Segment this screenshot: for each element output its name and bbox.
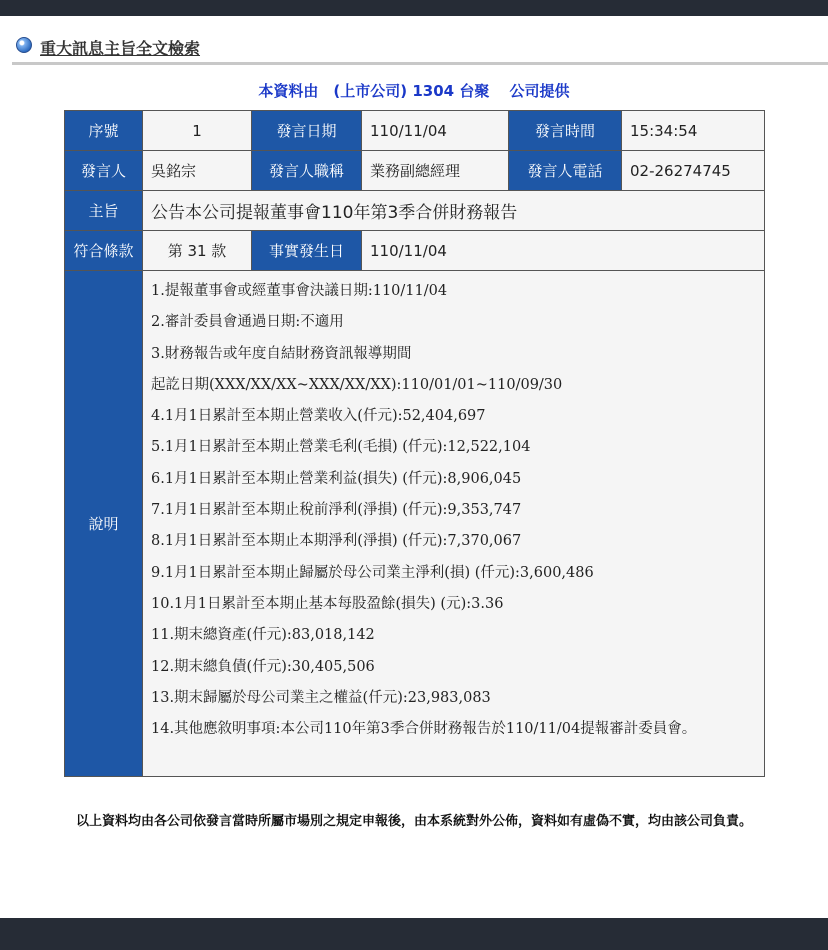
description-label: 說明 [65, 271, 143, 777]
description-line: 11.期末總資產(仟元):83,018,142 [151, 627, 375, 644]
description-line: 8.1月1日累計至本期止本期淨利(淨損) (仟元):7,370,067 [151, 533, 522, 550]
globe-icon [16, 37, 32, 53]
phone-value: 02-26274745 [622, 151, 765, 191]
description-line: 3.財務報告或年度自結財務資訊報導期間 [151, 345, 412, 362]
fact-date-label: 事實發生日 [252, 231, 362, 271]
subject-label: 主旨 [65, 191, 143, 231]
description-line: 6.1月1日累計至本期止營業利益(損失) (仟元):8,906,045 [151, 470, 522, 487]
fact-date-value: 110/11/04 [362, 231, 765, 271]
description-line: 4.1月1日累計至本期止營業收入(仟元):52,404,697 [151, 408, 486, 425]
description-value [143, 271, 765, 777]
description-line: 2.審計委員會通過日期:不適用 [151, 314, 344, 331]
date-label: 發言日期 [252, 111, 362, 151]
description-line: 10.1月1日累計至本期止基本每股盈餘(損失) (元):3.36 [151, 595, 504, 612]
speaker-title-label: 發言人職稱 [252, 151, 362, 191]
announcement-table [64, 110, 765, 777]
subject-value: 公告本公司提報董事會110年第3季合併財務報告 [143, 191, 765, 231]
table-row [65, 151, 765, 191]
time-value: 15:34:54 [622, 111, 765, 151]
seq-label: 序號 [65, 111, 143, 151]
section-heading [12, 34, 828, 65]
clause-label: 符合條款 [65, 231, 143, 271]
description-line: 14.其他應敘明事項:本公司110年第3季合併財務報告於110/11/04提報審計委員會。 [151, 721, 697, 738]
table-row [65, 271, 765, 777]
table-row [65, 111, 765, 151]
speaker-label: 發言人 [65, 151, 143, 191]
clause-value: 第 31 款 [143, 231, 252, 271]
description-line: 1.提報董事會或經董事會決議日期:110/11/04 [151, 283, 448, 299]
seq-value: 1 [143, 111, 252, 151]
page-title: 重大訊息主旨全文檢索 [40, 39, 201, 58]
top-bar [0, 0, 828, 16]
description-line: 13.期末歸屬於母公司業主之權益(仟元):23,983,083 [151, 689, 491, 706]
speaker-value: 吳銘宗 [143, 151, 252, 191]
provider-line: 本資料由 (上市公司) 1304 台聚 公司提供 [258, 82, 570, 100]
speaker-title-value: 業務副總經理 [362, 151, 509, 191]
disclaimer-text: 以上資料均由各公司依發言當時所屬市場別之規定申報後，由本系統對外公佈，資料如有虛偽不實，均由該公司負責。 [75, 814, 752, 829]
time-label: 發言時間 [509, 111, 622, 151]
description-line: 9.1月1日累計至本期止歸屬於母公司業主淨利(損) (仟元):3,600,486 [151, 564, 594, 581]
description-line: 7.1月1日累計至本期止稅前淨利(淨損) (仟元):9,353,747 [151, 502, 522, 519]
description-line: 12.期末總負債(仟元):30,405,506 [151, 658, 375, 675]
date-value: 110/11/04 [362, 111, 509, 151]
bottom-bar [0, 918, 828, 950]
description-line: 起訖日期(XXX/XX/XX~XXX/XX/XX):110/01/01~110/09/30 [151, 376, 563, 393]
table-row [65, 191, 765, 231]
table-row [65, 231, 765, 271]
phone-label: 發言人電話 [509, 151, 622, 191]
description-line: 5.1月1日累計至本期止營業毛利(毛損) (仟元):12,522,104 [151, 439, 531, 456]
